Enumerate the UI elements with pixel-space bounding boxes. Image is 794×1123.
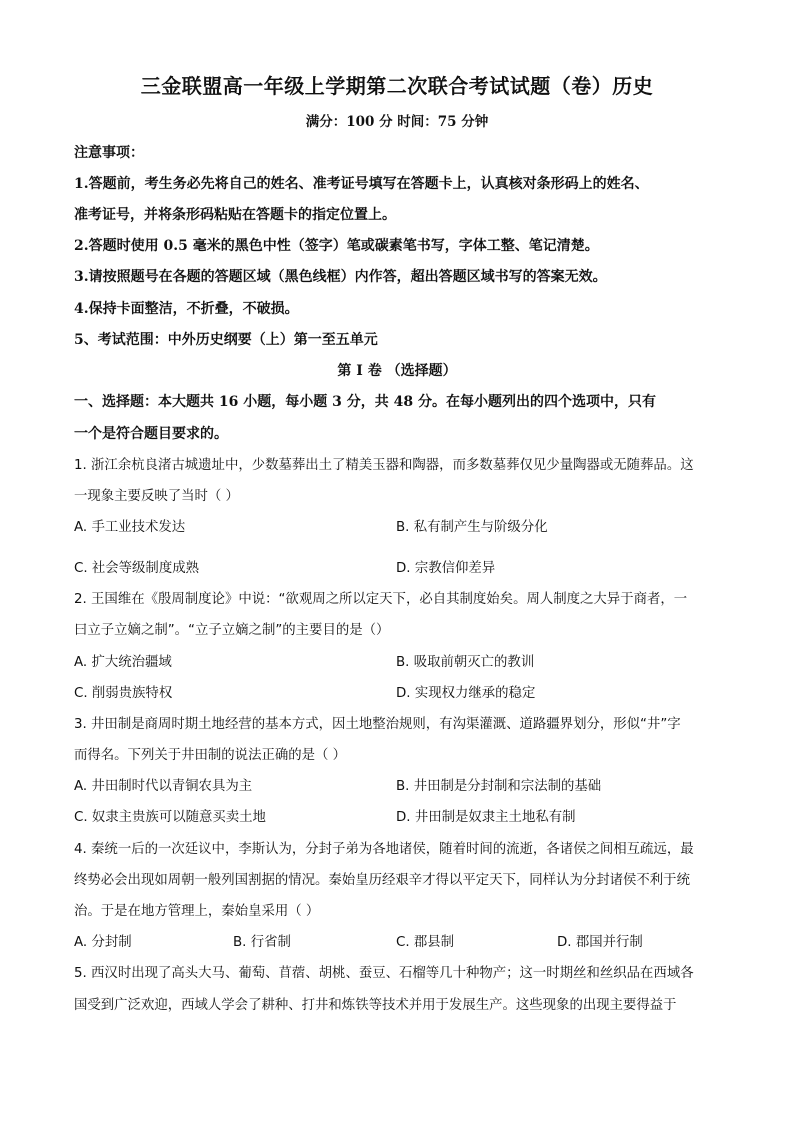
option-d: D. 郡国并行制	[557, 935, 643, 950]
option-a: A. 扩大统治疆域	[74, 655, 172, 670]
section-instruction: 一、选择题：本大题共 16 小题，每小题 3 分，共 48 分。在每小题列出的四个选项中，只有	[74, 394, 656, 410]
question-stem: 1. 浙江余杭良渚古城遗址中，少数墓葬出土了精美玉器和陶器，而多数墓葬仅见少量陶器或无随葬品。这	[74, 458, 694, 473]
question-stem: 而得名。下列关于井田制的说法正确的是（ ）	[74, 748, 347, 763]
option-c: C. 削弱贵族特权	[74, 686, 173, 701]
option-b: B. 行省制	[233, 935, 291, 950]
question-stem: 一现象主要反映了当时（ ）	[74, 489, 239, 504]
notice-item: 准考证号，并将条形码粘贴在答题卡的指定位置上。	[74, 207, 396, 223]
notice-item: 1.答题前，考生务必先将自己的姓名、准考证号填写在答题卡上，认真核对条形码上的姓名、	[74, 176, 649, 192]
question-stem: 2. 王国维在《殷周制度论》中说：“欲观周之所以定天下，必自其制度始矣。周人制度之大异于商者，一	[74, 592, 688, 607]
notice-item: 3.请按照题号在各题的答题区域（黑色线框）内作答，超出答题区域书写的答案无效。	[74, 269, 607, 285]
option-d: D. 井田制是奴隶主土地私有制	[396, 810, 576, 825]
option-a: A. 井田制时代以青铜农具为主	[74, 779, 253, 794]
notice-heading: 注意事项：	[74, 145, 144, 161]
option-b: B. 私有制产生与阶级分化	[396, 520, 548, 535]
option-b: B. 吸取前朝灭亡的教训	[396, 655, 535, 670]
option-c: C. 郡县制	[396, 935, 455, 950]
section-title: 第 I 卷 （选择题）	[337, 363, 457, 379]
question-stem: 4. 秦统一后的一次廷议中，李斯认为，分封子弟为各地诸侯，随着时间的流逝，各诸侯之间相互疏远，最	[74, 842, 694, 857]
option-c: C. 社会等级制度成熟	[74, 561, 199, 576]
option-b: B. 井田制是分封制和宗法制的基础	[396, 779, 602, 794]
notice-item: 2.答题时使用 0.5 毫米的黑色中性（签字）笔或碳素笔书写，字体工整、笔记清楚。	[74, 238, 599, 254]
option-d: D. 宗教信仰差异	[396, 561, 496, 576]
option-a: A. 分封制	[74, 935, 132, 950]
question-stem: 治。于是在地方管理上，秦始皇采用（ ）	[74, 904, 320, 919]
question-stem: 曰立子立嫡之制”。“立子立嫡之制”的主要目的是（）	[74, 623, 390, 638]
notice-item: 5、考试范围：中外历史纲要（上）第一至五单元	[74, 332, 378, 348]
page-title: 三金联盟高一年级上学期第二次联合考试试题（卷）历史	[140, 74, 654, 98]
option-a: A. 手工业技术发达	[74, 520, 186, 535]
notice-item: 4.保持卡面整洁，不折叠，不破损。	[74, 301, 299, 317]
question-stem: 5. 西汉时出现了高头大马、葡萄、苜蓿、胡桃、蚕豆、石榴等几十种物产；这一时期丝和丝织品在西域各	[74, 966, 694, 981]
exam-info: 满分：100 分 时间：75 分钟	[305, 114, 489, 130]
option-c: C. 奴隶主贵族可以随意买卖土地	[74, 810, 266, 825]
question-stem: 3. 井田制是商周时期土地经营的基本方式，因土地整治规则，有沟渠灌溉、道路疆界划分，形似“井”字	[74, 717, 681, 732]
question-stem: 终势必会出现如周朝一般列国割据的情况。秦始皇历经艰辛才得以平定天下，同样认为分封诸侯不利于统	[74, 873, 690, 888]
option-d: D. 实现权力继承的稳定	[396, 686, 536, 701]
question-stem: 国受到广泛欢迎，西域人学会了耕种、打井和炼铁等技术并用于发展生产。这些现象的出现主要得益于	[74, 998, 677, 1013]
section-instruction: 一个是符合题目要求的。	[74, 426, 228, 442]
